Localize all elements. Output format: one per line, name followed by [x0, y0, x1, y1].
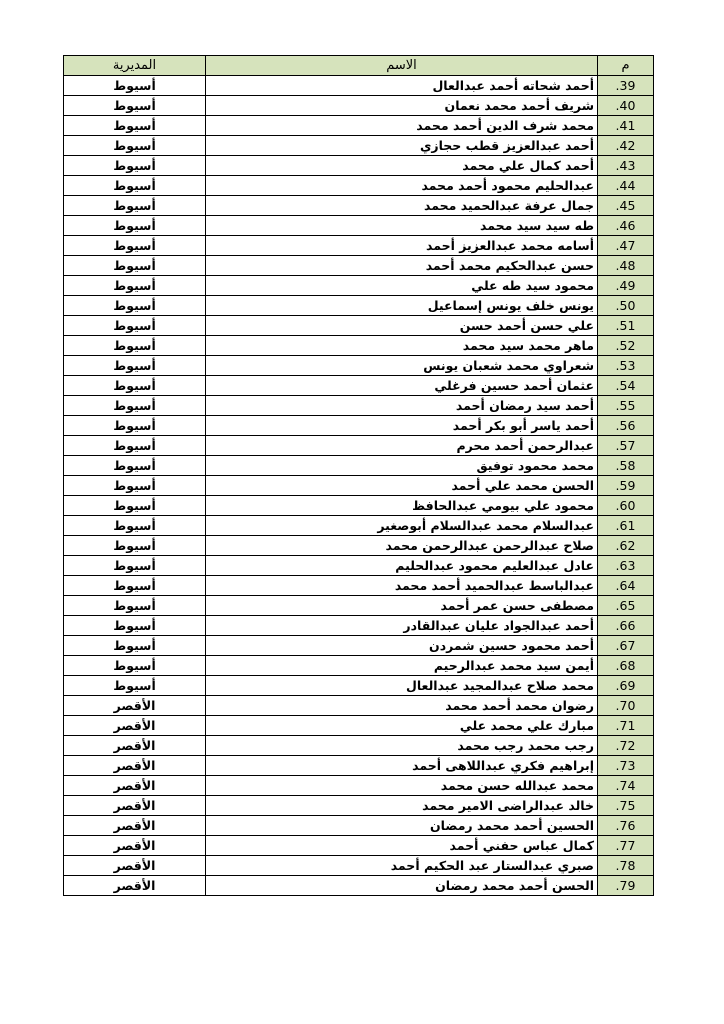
- row-number-cell: 42.: [598, 136, 654, 156]
- row-number-cell: 44.: [598, 176, 654, 196]
- name-cell: إبراهيم فكري عبداللاهى أحمد: [206, 756, 598, 776]
- name-cell: علي حسن أحمد حسن: [206, 316, 598, 336]
- row-number-cell: 70.: [598, 696, 654, 716]
- row-number-cell: 76.: [598, 816, 654, 836]
- district-cell: أسيوط: [64, 676, 206, 696]
- district-cell: الأقصر: [64, 816, 206, 836]
- table-row: [64, 636, 654, 656]
- table-row: [64, 356, 654, 376]
- district-cell: أسيوط: [64, 536, 206, 556]
- table-row: [64, 236, 654, 256]
- district-cell: الأقصر: [64, 756, 206, 776]
- name-cell: أيمن سيد محمد عبدالرحيم: [206, 656, 598, 676]
- row-number-cell: 72.: [598, 736, 654, 756]
- table-row: [64, 876, 654, 896]
- name-cell: عبدالرحمن أحمد محرم: [206, 436, 598, 456]
- name-cell: عبدالحليم محمود أحمد محمد: [206, 176, 598, 196]
- table-row: [64, 376, 654, 396]
- district-cell: أسيوط: [64, 316, 206, 336]
- district-cell: أسيوط: [64, 436, 206, 456]
- district-cell: أسيوط: [64, 456, 206, 476]
- row-number-cell: 74.: [598, 776, 654, 796]
- district-cell: أسيوط: [64, 376, 206, 396]
- row-number-cell: 51.: [598, 316, 654, 336]
- district-column-header: المديرية: [64, 56, 206, 76]
- table-row: [64, 76, 654, 96]
- name-cell: صلاح عبدالرحمن عبدالرحمن محمد: [206, 536, 598, 556]
- table-row: [64, 116, 654, 136]
- district-cell: أسيوط: [64, 576, 206, 596]
- district-cell: أسيوط: [64, 476, 206, 496]
- name-cell: أحمد عبدالجواد عليان عبدالقادر: [206, 616, 598, 636]
- row-number-cell: 77.: [598, 836, 654, 856]
- name-cell: يونس خلف يونس إسماعيل: [206, 296, 598, 316]
- row-number-cell: 64.: [598, 576, 654, 596]
- name-cell: أحمد ياسر أبو بكر أحمد: [206, 416, 598, 436]
- row-number-cell: 43.: [598, 156, 654, 176]
- name-cell: محمد محمود توفيق: [206, 456, 598, 476]
- row-number-cell: 67.: [598, 636, 654, 656]
- district-cell: أسيوط: [64, 216, 206, 236]
- row-number-cell: 66.: [598, 616, 654, 636]
- name-cell: خالد عبدالراضى الامير محمد: [206, 796, 598, 816]
- district-cell: أسيوط: [64, 496, 206, 516]
- district-cell: أسيوط: [64, 96, 206, 116]
- district-cell: أسيوط: [64, 256, 206, 276]
- name-cell: عثمان أحمد حسين فرغلي: [206, 376, 598, 396]
- row-number-cell: 75.: [598, 796, 654, 816]
- district-cell: الأقصر: [64, 856, 206, 876]
- row-number-cell: 40.: [598, 96, 654, 116]
- district-cell: أسيوط: [64, 116, 206, 136]
- district-cell: أسيوط: [64, 656, 206, 676]
- table-row: [64, 296, 654, 316]
- name-cell: أحمد كمال علي محمد: [206, 156, 598, 176]
- name-cell: عبدالباسط عبدالحميد أحمد محمد: [206, 576, 598, 596]
- district-cell: الأقصر: [64, 776, 206, 796]
- name-cell: الحسن أحمد محمد رمضان: [206, 876, 598, 896]
- district-cell: أسيوط: [64, 136, 206, 156]
- row-number-cell: 52.: [598, 336, 654, 356]
- district-cell: أسيوط: [64, 296, 206, 316]
- district-cell: الأقصر: [64, 836, 206, 856]
- name-cell: محمد شرف الدين أحمد محمد: [206, 116, 598, 136]
- row-number-cell: 65.: [598, 596, 654, 616]
- name-cell: صبري عبدالستار عبد الحكيم أحمد: [206, 856, 598, 876]
- name-cell: رجب محمد رجب محمد: [206, 736, 598, 756]
- name-cell: عادل عبدالعليم محمود عبدالحليم: [206, 556, 598, 576]
- row-number-cell: 79.: [598, 876, 654, 896]
- district-cell: أسيوط: [64, 276, 206, 296]
- district-cell: أسيوط: [64, 336, 206, 356]
- row-number-cell: 63.: [598, 556, 654, 576]
- name-cell: مصطفى حسن عمر أحمد: [206, 596, 598, 616]
- table-row: [64, 456, 654, 476]
- table-row: [64, 216, 654, 236]
- table-row: [64, 96, 654, 116]
- row-number-cell: 54.: [598, 376, 654, 396]
- row-number-cell: 48.: [598, 256, 654, 276]
- table-row: [64, 596, 654, 616]
- district-cell: أسيوط: [64, 636, 206, 656]
- table-row: [64, 856, 654, 876]
- name-cell: كمال عباس حفني أحمد: [206, 836, 598, 856]
- table-row: [64, 716, 654, 736]
- name-cell: شريف أحمد محمد نعمان: [206, 96, 598, 116]
- row-number-cell: 47.: [598, 236, 654, 256]
- name-cell: أحمد محمود حسين شمردن: [206, 636, 598, 656]
- row-number-cell: 61.: [598, 516, 654, 536]
- table-row: [64, 796, 654, 816]
- table-row: [64, 496, 654, 516]
- table-row: [64, 736, 654, 756]
- name-cell: حسن عبدالحكيم محمد أحمد: [206, 256, 598, 276]
- row-number-cell: 57.: [598, 436, 654, 456]
- district-cell: أسيوط: [64, 396, 206, 416]
- table-row: [64, 676, 654, 696]
- table-row: [64, 156, 654, 176]
- district-cell: أسيوط: [64, 196, 206, 216]
- name-cell: شعراوي محمد شعبان يونس: [206, 356, 598, 376]
- roster-table-header: [64, 56, 654, 76]
- name-cell: مبارك علي محمد علي: [206, 716, 598, 736]
- row-number-cell: 46.: [598, 216, 654, 236]
- row-number-cell: 41.: [598, 116, 654, 136]
- roster-table-body: [64, 76, 654, 896]
- table-row: [64, 196, 654, 216]
- name-cell: طه سيد سيد محمد: [206, 216, 598, 236]
- name-cell: محمد عبدالله حسن محمد: [206, 776, 598, 796]
- name-cell: أحمد سيد رمضان أحمد: [206, 396, 598, 416]
- header-row: [64, 56, 654, 76]
- name-cell: أحمد عبدالعزيز قطب حجازي: [206, 136, 598, 156]
- row-number-cell: 49.: [598, 276, 654, 296]
- name-cell: ماهر محمد سيد محمد: [206, 336, 598, 356]
- table-row: [64, 536, 654, 556]
- district-cell: أسيوط: [64, 416, 206, 436]
- table-row: [64, 776, 654, 796]
- table-row: [64, 616, 654, 636]
- district-cell: أسيوط: [64, 76, 206, 96]
- district-cell: أسيوط: [64, 556, 206, 576]
- row-number-cell: 73.: [598, 756, 654, 776]
- table-row: [64, 516, 654, 536]
- row-number-cell: 78.: [598, 856, 654, 876]
- table-row: [64, 396, 654, 416]
- district-cell: الأقصر: [64, 736, 206, 756]
- row-number-cell: 69.: [598, 676, 654, 696]
- table-row: [64, 576, 654, 596]
- district-cell: أسيوط: [64, 176, 206, 196]
- table-row: [64, 416, 654, 436]
- row-number-cell: 56.: [598, 416, 654, 436]
- row-number-cell: 68.: [598, 656, 654, 676]
- row-number-cell: 62.: [598, 536, 654, 556]
- district-cell: الأقصر: [64, 876, 206, 896]
- name-cell: أسامه محمد عبدالعزيز أحمد: [206, 236, 598, 256]
- row-number-cell: 71.: [598, 716, 654, 736]
- row-number-cell: 59.: [598, 476, 654, 496]
- row-number-cell: 60.: [598, 496, 654, 516]
- district-cell: الأقصر: [64, 796, 206, 816]
- name-cell: رضوان محمد أحمد محمد: [206, 696, 598, 716]
- name-cell: محمد صلاح عبدالمجيد عبدالعال: [206, 676, 598, 696]
- table-row: [64, 176, 654, 196]
- district-cell: أسيوط: [64, 616, 206, 636]
- district-cell: أسيوط: [64, 596, 206, 616]
- table-row: [64, 696, 654, 716]
- table-row: [64, 256, 654, 276]
- roster-table: [63, 55, 654, 896]
- number-column-header: م: [598, 56, 654, 76]
- row-number-cell: 53.: [598, 356, 654, 376]
- table-row: [64, 756, 654, 776]
- name-cell: عبدالسلام محمد عبدالسلام أبوصغير: [206, 516, 598, 536]
- name-cell: محمود سيد طه علي: [206, 276, 598, 296]
- district-cell: الأقصر: [64, 696, 206, 716]
- row-number-cell: 50.: [598, 296, 654, 316]
- name-cell: محمود علي بيومي عبدالحافظ: [206, 496, 598, 516]
- table-row: [64, 476, 654, 496]
- name-column-header: الاسم: [206, 56, 598, 76]
- district-cell: أسيوط: [64, 516, 206, 536]
- table-row: [64, 836, 654, 856]
- district-cell: أسيوط: [64, 236, 206, 256]
- table-row: [64, 436, 654, 456]
- name-cell: أحمد شحاته أحمد عبدالعال: [206, 76, 598, 96]
- table-row: [64, 656, 654, 676]
- row-number-cell: 55.: [598, 396, 654, 416]
- name-cell: الحسن محمد علي أحمد: [206, 476, 598, 496]
- row-number-cell: 45.: [598, 196, 654, 216]
- district-cell: أسيوط: [64, 356, 206, 376]
- table-row: [64, 816, 654, 836]
- table-row: [64, 136, 654, 156]
- district-cell: أسيوط: [64, 156, 206, 176]
- table-row: [64, 316, 654, 336]
- table-row: [64, 336, 654, 356]
- district-cell: الأقصر: [64, 716, 206, 736]
- row-number-cell: 39.: [598, 76, 654, 96]
- name-cell: الحسين أحمد محمد رمضان: [206, 816, 598, 836]
- name-cell: جمال عرفة عبدالحميد محمد: [206, 196, 598, 216]
- row-number-cell: 58.: [598, 456, 654, 476]
- table-row: [64, 276, 654, 296]
- table-row: [64, 556, 654, 576]
